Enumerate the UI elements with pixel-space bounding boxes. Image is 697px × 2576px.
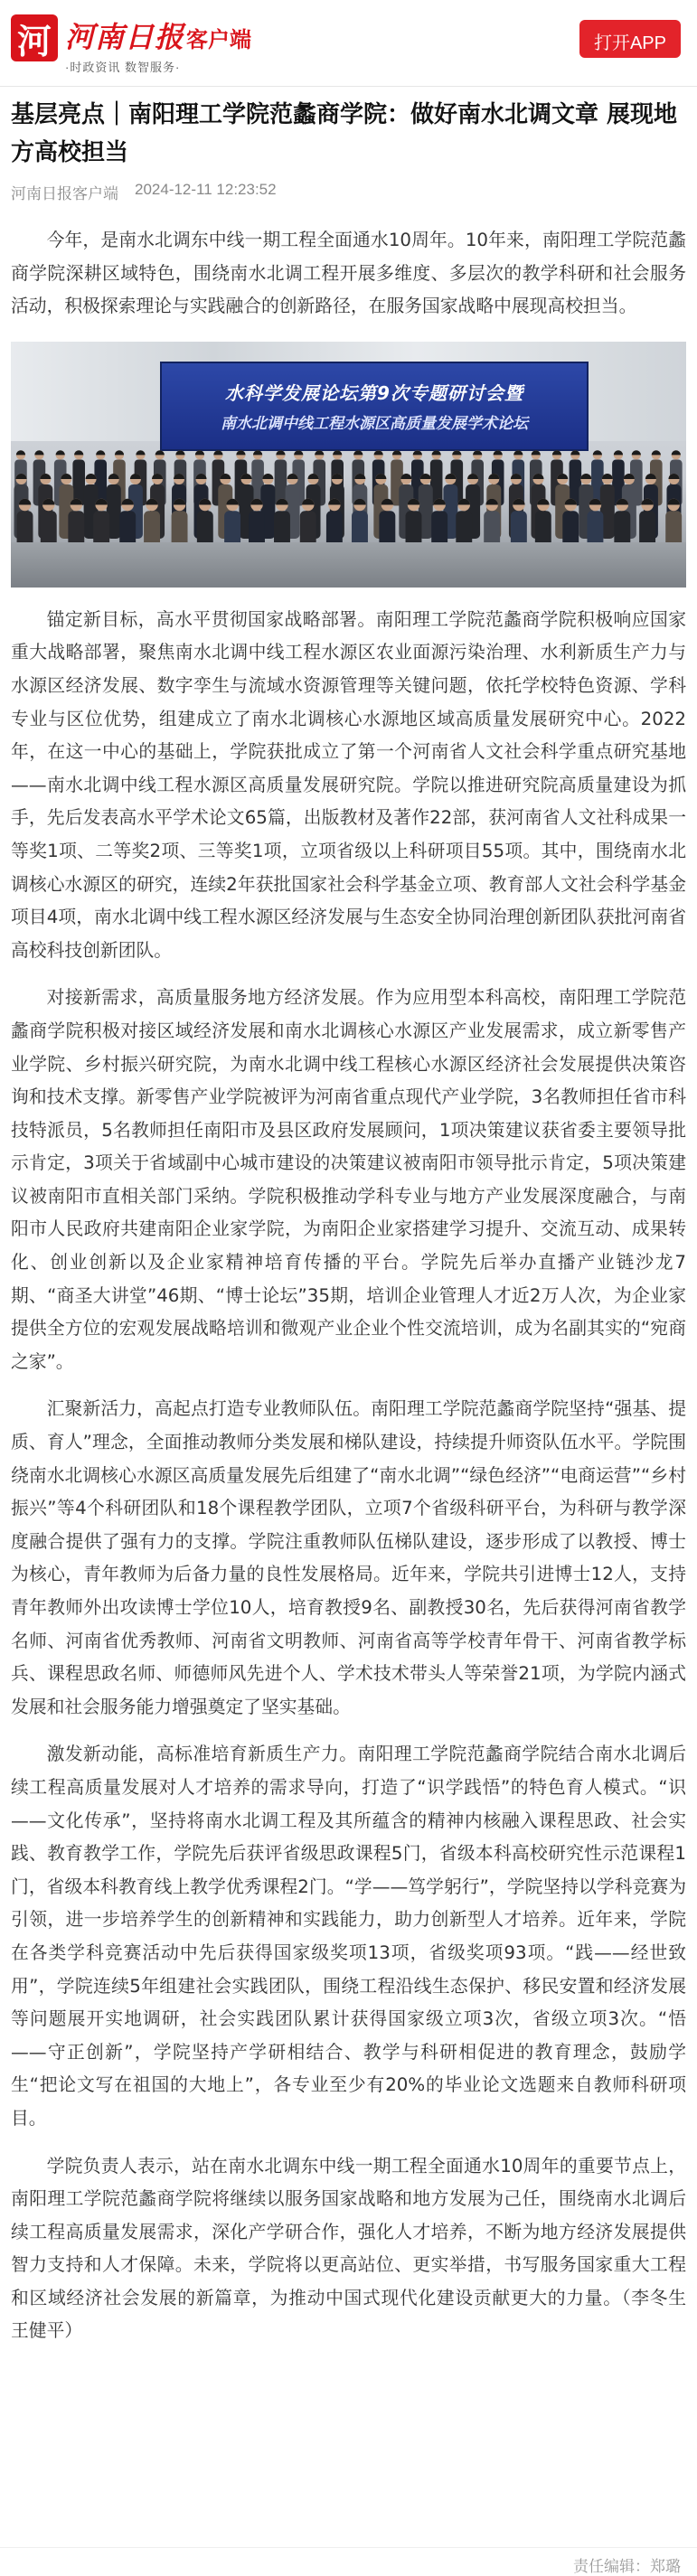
photo-crowd bbox=[11, 432, 686, 550]
logo-line bbox=[65, 14, 251, 56]
article-timestamp: 2024-12-11 12:23:52 bbox=[135, 181, 277, 198]
open-app-button[interactable]: 打开APP bbox=[579, 20, 681, 58]
article-body bbox=[11, 224, 686, 2348]
article-paragraph: 汇聚新活力，高起点打造专业教师队伍。南阳理工学院范蠡商学院坚持“强基、提质、育人”理念，全面推动教师分类发展和梯队建设，持续提升师资队伍水平。学院围绕南水北调核心水源区高质量发展先后组建了“南水北调”“绿色经济”“电商运营”“乡村振兴”等4个科研团队和18个课程教学团队，立项7个省级科研平台，为科研与教学深度融合提供了强有力的支撑。学院注重教师队伍梯队建设，逐步形成了以教授、博士为核心，青年教师为后备力量的良性发展格局。近年来，学院共引进博士12人，支持青年教师外出攻读博士学位10人，培育教授9名、副教授30名，先后获得河南省教学名师、河南省优秀教师、河南省文明教师、河南省高等学校青年骨干、河南省教学标兵、课程思政名师、师德师风先进个人、学术技术带头人等荣誉21项，为学院内涵式发展和社会服务能力增强奠定了坚实基础。 bbox=[11, 1398, 686, 1717]
logo-suffix: 客户端 bbox=[186, 27, 252, 52]
responsible-editor: 责任编辑：郑璐 bbox=[573, 2558, 681, 2575]
article-meta bbox=[11, 181, 686, 204]
article-paragraph: 激发新动能，高标准培育新质生产力。南阳理工学院范蠡商学院结合南水北调后续工程高质量发展对人才培养的需求导向，打造了“识学践悟”的特色育人模式。“识——文化传承”，坚持将南水北调工程及其所蕴含的精神内核融入课程思政、社会实践、教育教学工作，学院先后获评省级思政课程5门，省级本科高校研究性示范课程1门，省级本科教育线上教学优秀课程2门。“学——笃学躬行”，学院坚持以学科竞赛为引领，进一步培养学生的创新精神和实践能力，助力创新型人才培养。近年来，学院在各类学科竞赛活动中先后获得国家级奖项13项，省级奖项93项。“践——经世致用”，学院连续5年组建社会实践团队，围绕工程沿线生态保护、移民安置和经济发展等问题展开实地调研，社会实践团队累计获得国家级立项3次，省级立项3次。“悟——守正创新”，学院坚持产学研相结合、教学与科研相促进的教育理念，鼓励学生“把论文写在祖国的大地上”，各专业至少有20%的毕业论文选题来自教师科研项目。 bbox=[11, 1744, 686, 2129]
article-source[interactable]: 河南日报客户端 bbox=[11, 185, 118, 202]
photo-banner-line1: 水科学发展论坛第9次专题研讨会暨 bbox=[225, 382, 523, 405]
logo-slogan: ·时政资讯 数智服务· bbox=[65, 61, 181, 74]
article-footer bbox=[0, 2547, 697, 2576]
photo-ground bbox=[11, 542, 686, 588]
article-photo[interactable] bbox=[11, 342, 686, 588]
article-paragraph: 对接新需求，高质量服务地方经济发展。作为应用型本科高校，南阳理工学院范蠡商学院积极对接区域经济发展和南水北调核心水源区产业发展需求，成立新零售产业学院、乡村振兴研究院，为南水北调中线工程核心水源区经济社会发展提供决策咨询和技术支撑。新零售产业学院被评为河南省重点现代产业学院，3名教师担任省市科技特派员，5名教师担任南阳市及县区政府发展顾问，1项决策建议获省委主要领导批示肯定，3项关于省域副中心城市建设的决策建议被南阳市领导批示肯定，5项决策建议被南阳市直相关部门采纳。学院积极推动学科专业与地方产业发展深度融合，与南阳市人民政府共建南阳企业家学院，为南阳企业家搭建学习提升、交流互动、成果转化、创业创新以及企业家精神培育传播的平台。学院先后举办直播产业链沙龙7期、“商圣大讲堂”46期、“博士论坛”35期，培训企业管理人才近2万人次，为企业家提供全方位的宏观发展战略培训和微观产业企业个性交流培训，成为名副其实的“宛商之家”。 bbox=[11, 987, 686, 1372]
logo-name: 河南日报 bbox=[65, 20, 185, 54]
article-paragraph: 学院负责人表示，站在南水北调东中线一期工程全面通水10周年的重要节点上，南阳理工学院范蠡商学院将继续以服务国家战略和地方发展为己任，围绕南水北调后续工程高质量发展需求，深化产学研合作，强化人才培养，不断为地方经济发展提供智力支持和人才保障。未来，学院将以更高站位、更实举措，书写服务国家重大工程和区域经济社会发展的新篇章，为推动中国式现代化建设贡献更大的力量。（李冬生 王健平） bbox=[11, 2155, 686, 2342]
article-paragraph: 今年，是南水北调东中线一期工程全面通水10周年。10年来，南阳理工学院范蠡商学院深耕区域特色，围绕南水北调工程开展多维度、多层次的教学科研和社会服务活动，积极探索理论与实践融合的创新路径，在服务国家战略中展现高校担当。 bbox=[11, 230, 686, 317]
brand-logo[interactable] bbox=[11, 14, 251, 75]
article-paragraph: 锚定新目标，高水平贯彻国家战略部署。南阳理工学院范蠡商学院积极响应国家重大战略部署，聚焦南水北调中线工程水源区农业面源污染治理、水利新质生产力与水源区经济发展、数字孪生与流域水资源管理等关键问题，依托学校特色资源、学科专业与区位优势，组建成立了南水北调核心水源地区域高质量发展研究中心。2022年，在这一中心的基础上，学院获批成立了第一个河南省人文社会科学重点研究基地——南水北调中线工程水源区高质量发展研究院。学院以推进研究院高质量建设为抓手，先后发表高水平学术论文65篇，出版教材及著作22部，获河南省人文社科成果一等奖1项、二等奖2项、三等奖1项，立项省级以上科研项目55项。其中，围绕南水北调核心水源区的研究，连续2年获批国家社会科学基金立项、教育部人文社会科学基金项目4项，南水北调中线工程水源区经济发展与生态安全协同治理创新团队获批河南省高校科技创新团队。 bbox=[11, 608, 686, 961]
logo-text bbox=[65, 14, 251, 75]
article-title: 基层亮点｜南阳理工学院范蠡商学院：做好南水北调文章 展现地方高校担当 bbox=[11, 101, 678, 166]
article bbox=[0, 96, 697, 2348]
photo-banner-line2: 南水北调中线工程水源区高质量发展学术论坛 bbox=[221, 415, 528, 434]
logo-icon: 河 bbox=[11, 14, 58, 61]
app-header bbox=[0, 0, 697, 87]
